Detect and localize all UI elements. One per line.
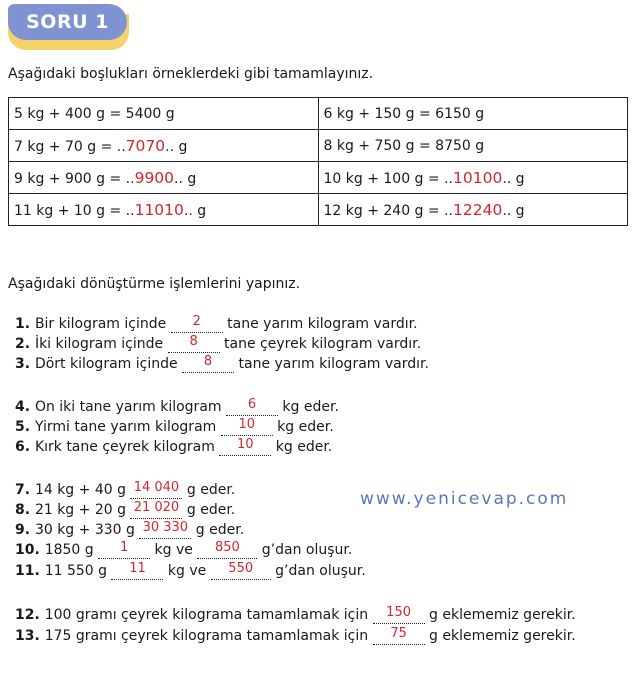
cell-expression: 12 kg + 240 g = xyxy=(323,202,445,219)
item-text: Dört kilogram içinde xyxy=(34,356,183,372)
item-number: 12. xyxy=(15,607,45,623)
answer-value: 8 xyxy=(189,334,198,349)
table-cell xyxy=(318,194,628,226)
cell-expression: 10 kg + 100 g = xyxy=(323,170,445,187)
list-item xyxy=(15,540,352,560)
answer-value: 21 020 xyxy=(133,500,180,515)
item-number: 5. xyxy=(15,419,35,435)
dots: .. xyxy=(502,170,516,187)
item-text: 100 gramı çeyrek kilograma tamamlamak için xyxy=(44,607,373,623)
list-item xyxy=(15,334,421,354)
answer-blank xyxy=(226,399,278,416)
item-text: g eder. xyxy=(182,482,236,498)
answer-blank xyxy=(139,522,191,539)
answer-value: 10 xyxy=(237,437,254,452)
item-text: 14 kg + 40 g xyxy=(34,482,131,498)
answer-blank xyxy=(130,502,182,519)
list-item xyxy=(15,626,576,646)
dots: .. xyxy=(183,202,198,219)
cell-expression: 11 kg + 10 g = xyxy=(14,202,126,219)
table-row xyxy=(9,194,628,226)
table-row xyxy=(9,130,628,162)
dots: .. xyxy=(165,138,179,155)
item-text: tane yarım kilogram vardır. xyxy=(234,356,429,372)
list-item xyxy=(15,500,235,520)
item-text: 30 kg + 330 g xyxy=(34,522,140,538)
cell-expression: 8 kg + 750 g = 8750 g xyxy=(323,137,485,154)
item-number: 3. xyxy=(15,356,35,372)
item-number: 7. xyxy=(15,482,35,498)
item-text: Kırk tane çeyrek kilogram xyxy=(34,439,220,455)
answer-blank xyxy=(171,316,223,333)
list-item xyxy=(15,480,235,500)
item-number: 13. xyxy=(15,628,45,644)
answer-blank xyxy=(211,563,271,580)
answer-blank xyxy=(197,542,257,559)
dots: .. xyxy=(125,170,135,187)
cell-answer: 10100 xyxy=(453,168,503,187)
conversion-table xyxy=(8,97,628,226)
instruction-conversions: Aşağıdaki dönüştürme işlemlerini yapınız. xyxy=(8,276,301,292)
cell-answer: 7070 xyxy=(125,136,166,155)
answer-value: 850 xyxy=(214,540,240,555)
table-row xyxy=(9,162,628,194)
cell-unit: g xyxy=(178,138,188,155)
item-text: kg eder. xyxy=(272,419,334,435)
item-text: On iki tane yarım kilogram xyxy=(34,399,226,415)
answer-blank xyxy=(111,563,163,580)
item-text: kg eder. xyxy=(271,439,333,455)
cell-unit: g xyxy=(515,202,525,219)
item-text: g eklememiz gerekir. xyxy=(424,628,576,644)
answer-blank xyxy=(182,356,234,373)
item-text: tane çeyrek kilogram vardır. xyxy=(219,336,422,352)
item-number: 4. xyxy=(15,399,35,415)
cell-unit: g xyxy=(197,202,207,219)
item-text: 21 kg + 20 g xyxy=(34,502,131,518)
dots: .. xyxy=(174,170,188,187)
item-text: 1850 g xyxy=(44,542,99,558)
answer-value: 6 xyxy=(247,397,257,412)
item-text: kg ve xyxy=(163,563,211,579)
answer-blank xyxy=(130,482,182,499)
dots: .. xyxy=(502,202,516,219)
cell-unit: g xyxy=(187,170,197,187)
item-number: 6. xyxy=(15,439,35,455)
item-text: g’dan oluşur. xyxy=(257,542,353,558)
table-row xyxy=(9,98,628,130)
item-text: g eder. xyxy=(191,522,245,538)
answer-value: 2 xyxy=(192,314,201,329)
item-number: 2. xyxy=(15,336,35,352)
list-item xyxy=(15,314,418,334)
item-text: kg eder. xyxy=(277,399,339,415)
question-badge: SORU 1 xyxy=(8,4,127,40)
dots: .. xyxy=(444,202,453,219)
answer-value: 30 330 xyxy=(142,520,189,535)
answer-value: 11 xyxy=(129,561,146,576)
table-cell xyxy=(318,130,628,162)
answer-blank xyxy=(98,542,150,559)
cell-expression: 6 kg + 150 g = 6150 g xyxy=(323,105,485,122)
table-cell xyxy=(318,162,628,194)
cell-answer: 11010 xyxy=(134,200,184,219)
cell-unit: g xyxy=(515,170,525,187)
item-text: g’dan oluşur. xyxy=(270,563,366,579)
item-number: 8. xyxy=(15,502,35,518)
answer-value: 14 040 xyxy=(133,480,180,495)
cell-expression: 7 kg + 70 g = xyxy=(14,138,117,155)
item-text: g eklememiz gerekir. xyxy=(424,607,576,623)
item-text: kg ve xyxy=(150,542,198,558)
item-number: 1. xyxy=(15,316,35,332)
list-item xyxy=(15,417,334,437)
answer-blank xyxy=(221,419,273,436)
table-cell xyxy=(318,98,628,130)
answer-value: 10 xyxy=(238,417,255,432)
instruction-table: Aşağıdaki boşlukları örneklerdeki gibi tamamlayınız. xyxy=(8,66,374,82)
answer-blank xyxy=(219,439,271,456)
answer-value: 550 xyxy=(228,561,254,576)
table-cell xyxy=(9,130,319,162)
answer-value: 1 xyxy=(119,540,129,555)
list-item xyxy=(15,354,429,374)
item-number: 11. xyxy=(15,563,45,579)
item-number: 9. xyxy=(15,522,35,538)
dots: .. xyxy=(125,202,135,219)
item-text: 175 gramı çeyrek kilograma tamamlamak için xyxy=(44,628,373,644)
list-item xyxy=(15,605,576,625)
answer-value: 150 xyxy=(386,605,411,620)
cell-expression: 9 kg + 900 g = xyxy=(14,170,126,187)
table-cell xyxy=(9,98,319,130)
answer-blank xyxy=(168,336,220,353)
list-item xyxy=(15,437,332,457)
table-cell xyxy=(9,194,319,226)
item-text: 11 550 g xyxy=(44,563,112,579)
cell-answer: 12240 xyxy=(453,200,503,219)
item-text: İki kilogram içinde xyxy=(34,336,168,352)
item-text: Yirmi tane yarım kilogram xyxy=(34,419,221,435)
item-text: tane yarım kilogram vardır. xyxy=(222,316,418,332)
answer-blank xyxy=(373,607,425,624)
table-cell xyxy=(9,162,319,194)
list-item xyxy=(15,397,339,417)
answer-value: 8 xyxy=(203,354,213,369)
cell-expression: 5 kg + 400 g = 5400 g xyxy=(14,105,175,122)
item-number: 10. xyxy=(15,542,45,558)
answer-blank xyxy=(373,628,425,645)
item-text: g eder. xyxy=(182,502,236,518)
cell-answer: 9900 xyxy=(134,168,175,187)
list-item xyxy=(15,561,366,581)
dots: .. xyxy=(444,170,453,187)
answer-value: 75 xyxy=(390,626,407,641)
watermark: www.yenicevap.com xyxy=(360,489,569,509)
list-item xyxy=(15,520,244,540)
dots: .. xyxy=(116,138,126,155)
item-text: Bir kilogram içinde xyxy=(34,316,171,332)
